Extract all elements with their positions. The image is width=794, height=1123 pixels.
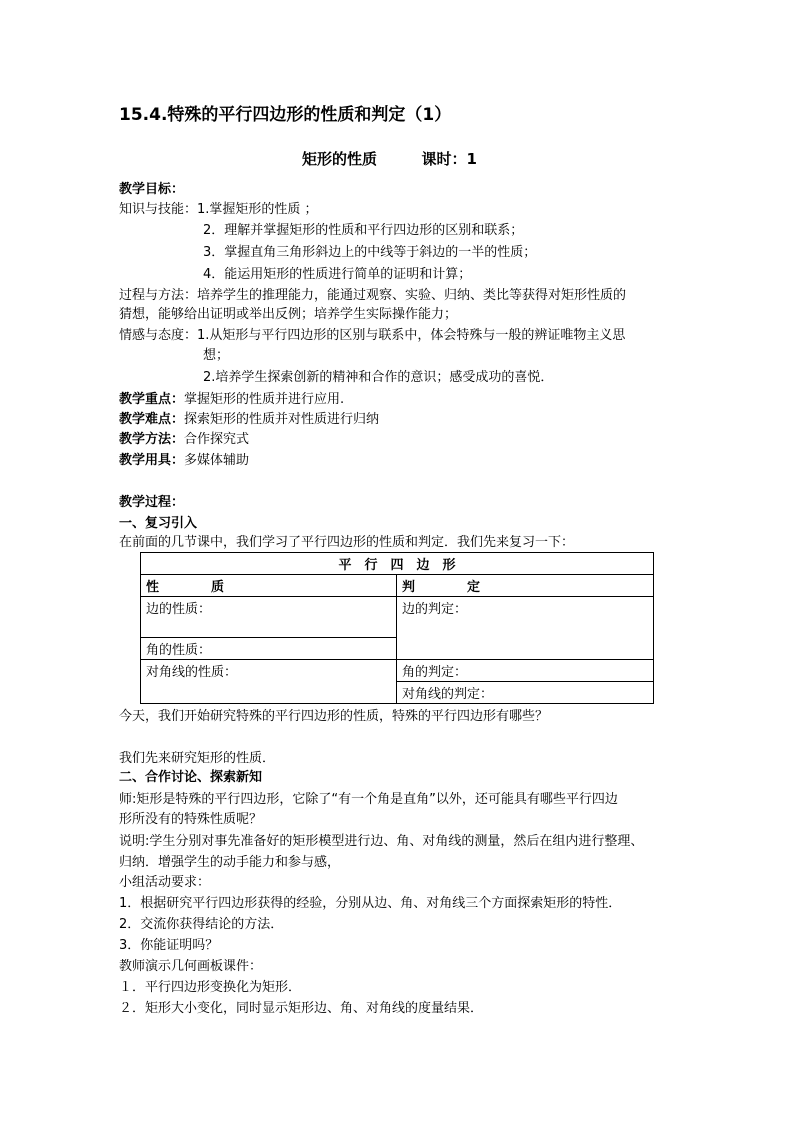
knowledge-label: 知识与技能： [119,202,198,217]
diag-property-cell: 对角线的性质： [141,660,397,704]
knowledge-item: 4．能运用矩形的性质进行简单的证明和计算； [203,267,472,282]
lesson-subtitle [302,150,477,169]
process-text: 培养学生的推理能力，能通过观察、实验、归纳、类比等获得对矩形性质的 [197,288,627,303]
requirement-item: 3．你能证明吗？ [119,938,219,953]
angle-judge-cell: 角的判定： [397,660,654,682]
difficulty-text: 探索矩形的性质并对性质进行归纳 [184,412,380,427]
after-table-text: 今天，我们开始研究特殊的平行四边形的性质，特殊的平行四边形有哪些？ [119,709,549,724]
emotion-item: 1.从矩形与平行四边形的区别与联系中，体会特殊与一般的辨证唯物主义思 [197,328,626,343]
emotion-item: 2.培养学生探索创新的精神和合作的意识；感受成功的喜悦． [203,370,554,385]
method-label: 教学方法： [119,432,185,447]
process-heading: 教学过程： [119,495,185,510]
key-point-row [119,390,344,409]
requirement-item: 1．根据研究平行四边形获得的经验，分别从边、角、对角线三个方面探索矩形的特性． [119,896,622,911]
intro-text: 在前面的几节课中，我们学习了平行四边形的性质和判定．我们先来复习一下： [119,535,575,550]
side-judge-cell: 边的判定： [397,597,654,660]
angle-property-cell: 角的性质： [141,638,397,660]
tools-row [119,451,249,470]
class-hours: 课时：1 [421,150,477,168]
knowledge-item: 1.掌握矩形的性质 ； [197,202,318,217]
section-heading: 一、复习引入 [119,516,198,531]
method-text: 合作探究式 [184,432,250,447]
requirement-item: 2．交流你获得结论的方法． [119,917,284,932]
demo-item: １．平行四边形变换化为矩形． [119,980,302,995]
emotion-row [119,326,625,345]
side-property-cell: 边的性质： [141,597,397,638]
lesson-name: 矩形的性质 [302,150,378,168]
emotion-item-cont: 想； [203,348,230,363]
col-header-property: 性 质 [141,575,397,597]
tools-text: 多媒体辅助 [184,453,250,468]
method-row [119,430,249,449]
study-rect-text: 我们先来研究矩形的性质． [119,751,276,766]
page-title: 15.4.特殊的平行四边形的性质和判定（1） [119,105,452,125]
key-point-text: 掌握矩形的性质并进行应用. [184,392,345,407]
group-requirements-label: 小组活动要求： [119,875,211,890]
emotion-label: 情感与态度： [119,328,198,343]
note-text-cont: 归纳．增强学生的动手能力和参与感， [119,855,341,870]
process-label: 过程与方法： [119,288,198,303]
tools-label: 教学用具： [119,453,185,468]
parallelogram-table [140,552,654,704]
teacher-demo-label: 教师演示几何画板课件： [119,959,263,974]
knowledge-row [119,200,318,219]
knowledge-item: 2．理解并掌握矩形的性质和平行四边形的区别和联系； [203,223,524,238]
knowledge-item: 3．掌握直角三角形斜边上的中线等于斜边的一半的性质； [203,245,537,260]
difficulty-row [119,410,379,429]
col-header-judge: 判 定 [397,575,654,597]
diag-judge-cell: 对角线的判定： [397,682,654,704]
teacher-text-cont: 形所没有的特殊性质呢？ [119,812,263,827]
objectives-heading: 教学目标： [119,182,185,197]
key-point-label: 教学重点： [119,392,185,407]
demo-item: ２．矩形大小变化，同时显示矩形边、角、对角线的度量结果． [119,1001,484,1016]
process-row [119,286,626,305]
section-heading: 二、合作讨论、探索新知 [119,770,263,785]
table-title: 平 行 四 边 形 [141,553,654,575]
difficulty-label: 教学难点： [119,412,185,427]
teacher-text: 师:矩形是特殊的平行四边形，它除了“有一个角是直角”以外，还可能具有哪些平行四边 [119,792,618,807]
process-text-cont: 猜想，能够给出证明或举出反例；培养学生实际操作能力； [119,307,458,322]
note-text: 说明:学生分别对事先准备好的矩形模型进行边、角、对角线的测量，然后在组内进行整理、 [119,834,644,849]
